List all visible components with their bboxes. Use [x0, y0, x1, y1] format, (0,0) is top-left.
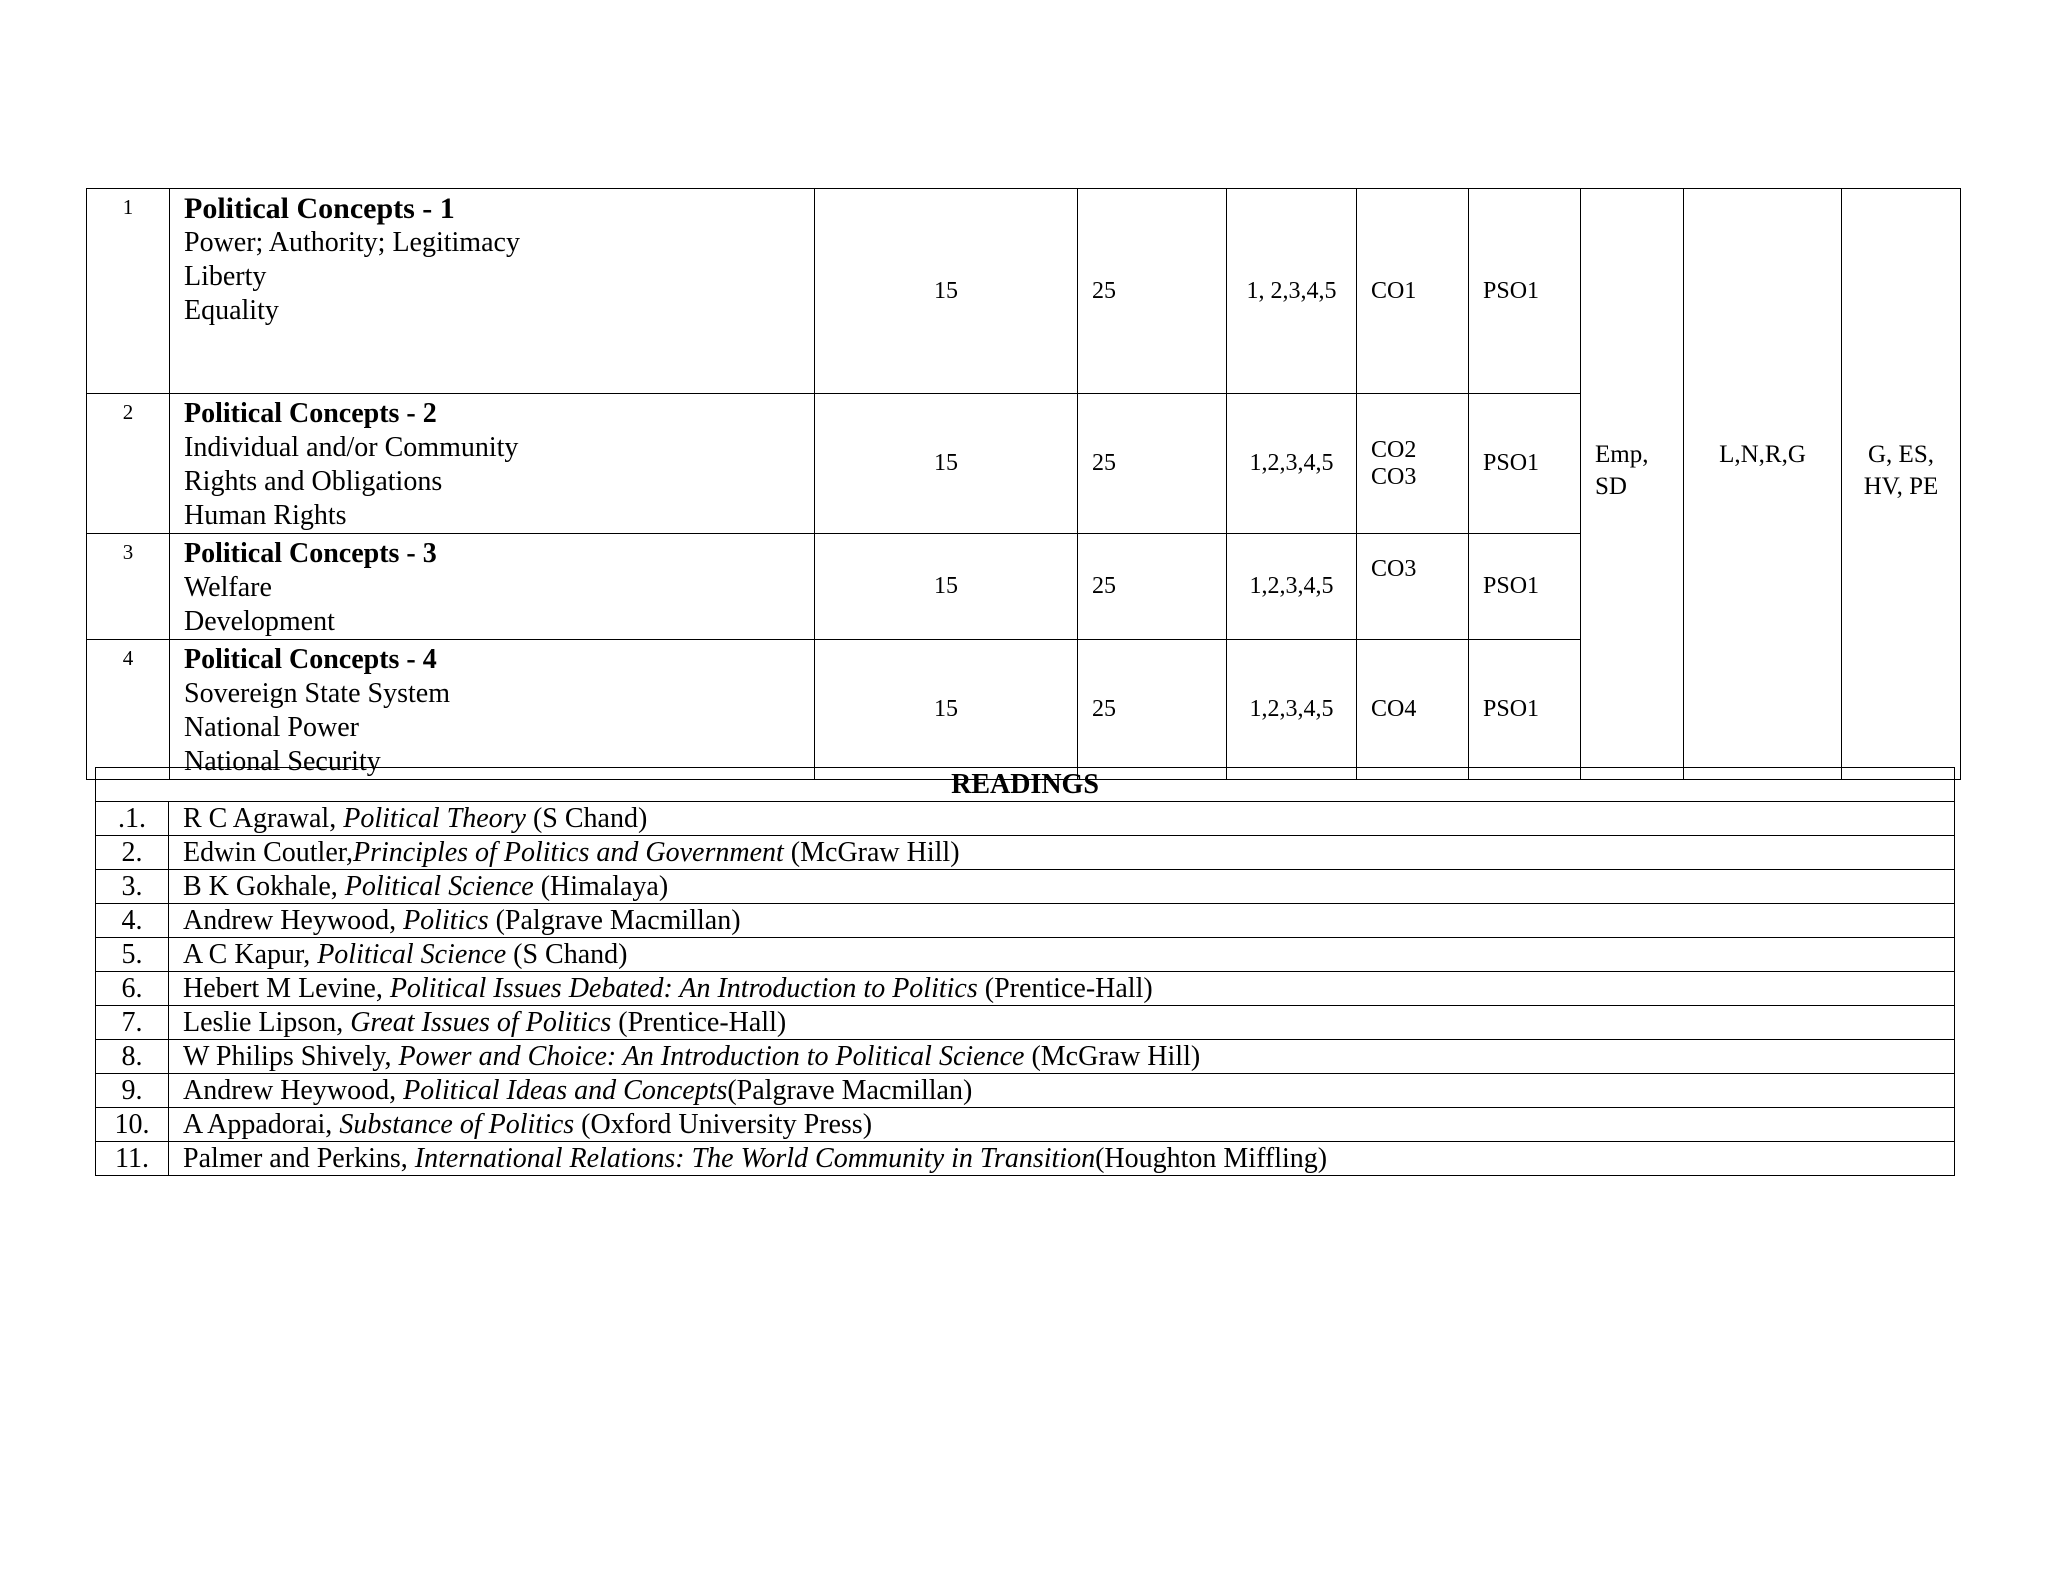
unit-topic: Human Rights — [184, 500, 347, 531]
reading-title: Political Issues Debated: An Introduction to Politics — [389, 973, 978, 1004]
reading-number: 7. — [96, 1006, 169, 1040]
reading-text — [169, 836, 1955, 870]
reading-author: W Philips Shively, — [183, 1041, 399, 1072]
reading-author: Andrew Heywood, — [183, 1075, 404, 1106]
reading-row — [96, 1040, 1955, 1074]
emp-line: Emp, — [1595, 441, 1649, 468]
reading-author: Leslie Lipson, — [183, 1007, 351, 1038]
reading-publisher: (Palgrave Macmillan) — [488, 905, 741, 936]
reading-title: Great Issues of Politics — [350, 1007, 612, 1038]
reading-author: Andrew Heywood, — [183, 905, 404, 936]
reading-row — [96, 870, 1955, 904]
unit-co — [1357, 394, 1469, 534]
reading-row — [96, 904, 1955, 938]
unit-co — [1357, 534, 1469, 640]
reading-title: International Relations: The World Community in Transition — [414, 1143, 1096, 1174]
reading-title: Political Theory — [343, 803, 526, 834]
reading-publisher: (Oxford University Press) — [574, 1109, 873, 1140]
reading-row — [96, 836, 1955, 870]
reading-publisher: (Prentice-Hall) — [611, 1007, 787, 1038]
reading-row — [96, 938, 1955, 972]
unit-title: Political Concepts - 4 — [184, 644, 437, 675]
unit-topic: Liberty — [184, 261, 267, 292]
reading-number: 8. — [96, 1040, 169, 1074]
unit-po: 1,2,3,4,5 — [1227, 640, 1357, 780]
unit-number: 4 — [87, 640, 170, 780]
reading-text — [169, 1074, 1955, 1108]
reading-author: Edwin Coutler, — [183, 837, 353, 868]
readings-heading-row — [96, 768, 1955, 802]
unit-co-value: CO2 — [1371, 436, 1417, 463]
reading-row — [96, 1108, 1955, 1142]
unit-topic: Rights and Obligations — [184, 466, 443, 497]
unit-marks: 25 — [1078, 640, 1227, 780]
reading-number: 11. — [96, 1142, 169, 1176]
themes-line: G, ES, — [1868, 441, 1934, 468]
unit-co — [1357, 640, 1469, 780]
units-table-body — [87, 189, 1961, 780]
reading-author: B K Gokhale, — [183, 871, 345, 902]
unit-topics — [170, 640, 815, 780]
reading-number: 3. — [96, 870, 169, 904]
reading-publisher: (Himalaya) — [533, 871, 669, 902]
reading-row — [96, 1006, 1955, 1040]
reading-title: Political Science — [344, 871, 534, 902]
unit-topic: Welfare — [184, 572, 272, 603]
reading-title: Substance of Politics — [339, 1109, 575, 1140]
reading-publisher: (S Chand) — [506, 939, 628, 970]
reading-text — [169, 802, 1955, 836]
reading-title: Power and Choice: An Introduction to Political Science — [398, 1041, 1025, 1072]
unit-pso: PSO1 — [1469, 189, 1581, 394]
reading-publisher: (McGraw Hill) — [783, 837, 960, 868]
readings-table — [95, 767, 1955, 1176]
unit-marks: 25 — [1078, 189, 1227, 394]
reading-number: 5. — [96, 938, 169, 972]
unit-number: 2 — [87, 394, 170, 534]
unit-topic: Sovereign State System — [184, 678, 450, 709]
reading-text — [169, 1108, 1955, 1142]
reading-row — [96, 1142, 1955, 1176]
unit-number: 3 — [87, 534, 170, 640]
unit-topic: National Security — [184, 746, 381, 777]
themes-line: HV, PE — [1863, 473, 1939, 500]
reading-text — [169, 1142, 1955, 1176]
unit-co-value: CO4 — [1371, 696, 1417, 722]
reading-number: 6. — [96, 972, 169, 1006]
unit-topic: Equality — [184, 295, 279, 326]
reading-title: Political Ideas and Concepts — [403, 1075, 728, 1106]
reading-title: Political Science — [317, 939, 507, 970]
reading-row — [96, 1074, 1955, 1108]
reading-text — [169, 904, 1955, 938]
unit-hours: 15 — [815, 640, 1078, 780]
reading-number: .1. — [96, 802, 169, 836]
reading-row — [96, 972, 1955, 1006]
unit-row — [87, 189, 1961, 394]
reading-author: A Appadorai, — [183, 1109, 340, 1140]
reading-number: 4. — [96, 904, 169, 938]
reading-title: Politics — [403, 905, 489, 936]
reading-text — [169, 1040, 1955, 1074]
unit-topic: Development — [184, 606, 335, 637]
unit-topics — [170, 394, 815, 534]
merged-levels: L,N,R,G — [1684, 189, 1842, 780]
reading-row — [96, 802, 1955, 836]
unit-topic: National Power — [184, 712, 359, 743]
reading-author: A C Kapur, — [183, 939, 318, 970]
reading-number: 10. — [96, 1108, 169, 1142]
unit-topics — [170, 189, 815, 394]
reading-publisher: (McGraw Hill) — [1024, 1041, 1201, 1072]
emp-line: SD — [1595, 473, 1627, 500]
reading-publisher: (S Chand) — [525, 803, 648, 834]
reading-text — [169, 870, 1955, 904]
unit-marks: 25 — [1078, 394, 1227, 534]
unit-pso: PSO1 — [1469, 394, 1581, 534]
unit-po: 1, 2,3,4,5 — [1227, 189, 1357, 394]
unit-po: 1,2,3,4,5 — [1227, 394, 1357, 534]
reading-author: Palmer and Perkins, — [183, 1143, 415, 1174]
unit-number: 1 — [87, 189, 170, 394]
reading-author: R C Agrawal, — [183, 803, 344, 834]
unit-topic: Individual and/or Community — [184, 432, 519, 463]
unit-hours: 15 — [815, 534, 1078, 640]
unit-topic: Power; Authority; Legitimacy — [184, 227, 520, 258]
reading-number: 9. — [96, 1074, 169, 1108]
reading-title: Principles of Politics and Government — [352, 837, 784, 868]
unit-topics — [170, 534, 815, 640]
unit-hours: 15 — [815, 189, 1078, 394]
readings-table-body — [96, 768, 1955, 1176]
unit-pso: PSO1 — [1469, 534, 1581, 640]
merged-emp — [1581, 189, 1684, 780]
merged-themes — [1842, 189, 1961, 780]
unit-pso: PSO1 — [1469, 640, 1581, 780]
unit-hours: 15 — [815, 394, 1078, 534]
unit-po: 1,2,3,4,5 — [1227, 534, 1357, 640]
reading-publisher: (Prentice-Hall) — [977, 973, 1153, 1004]
reading-author: Hebert M Levine, — [183, 973, 390, 1004]
unit-co-value: CO1 — [1371, 277, 1417, 304]
reading-publisher: (Houghton Miffling) — [1095, 1143, 1328, 1174]
unit-co — [1357, 189, 1469, 394]
unit-marks: 25 — [1078, 534, 1227, 640]
reading-text — [169, 972, 1955, 1006]
unit-title: Political Concepts - 1 — [184, 192, 455, 225]
unit-co-value: CO3 — [1371, 463, 1417, 490]
unit-co-value: CO3 — [1371, 556, 1417, 582]
reading-number: 2. — [96, 836, 169, 870]
unit-title: Political Concepts - 2 — [184, 398, 437, 429]
readings-heading: READINGS — [96, 768, 1955, 802]
reading-text — [169, 1006, 1955, 1040]
unit-title: Political Concepts - 3 — [184, 538, 437, 569]
reading-publisher: (Palgrave Macmillan) — [727, 1075, 973, 1106]
reading-text — [169, 938, 1955, 972]
units-table — [86, 188, 1961, 780]
